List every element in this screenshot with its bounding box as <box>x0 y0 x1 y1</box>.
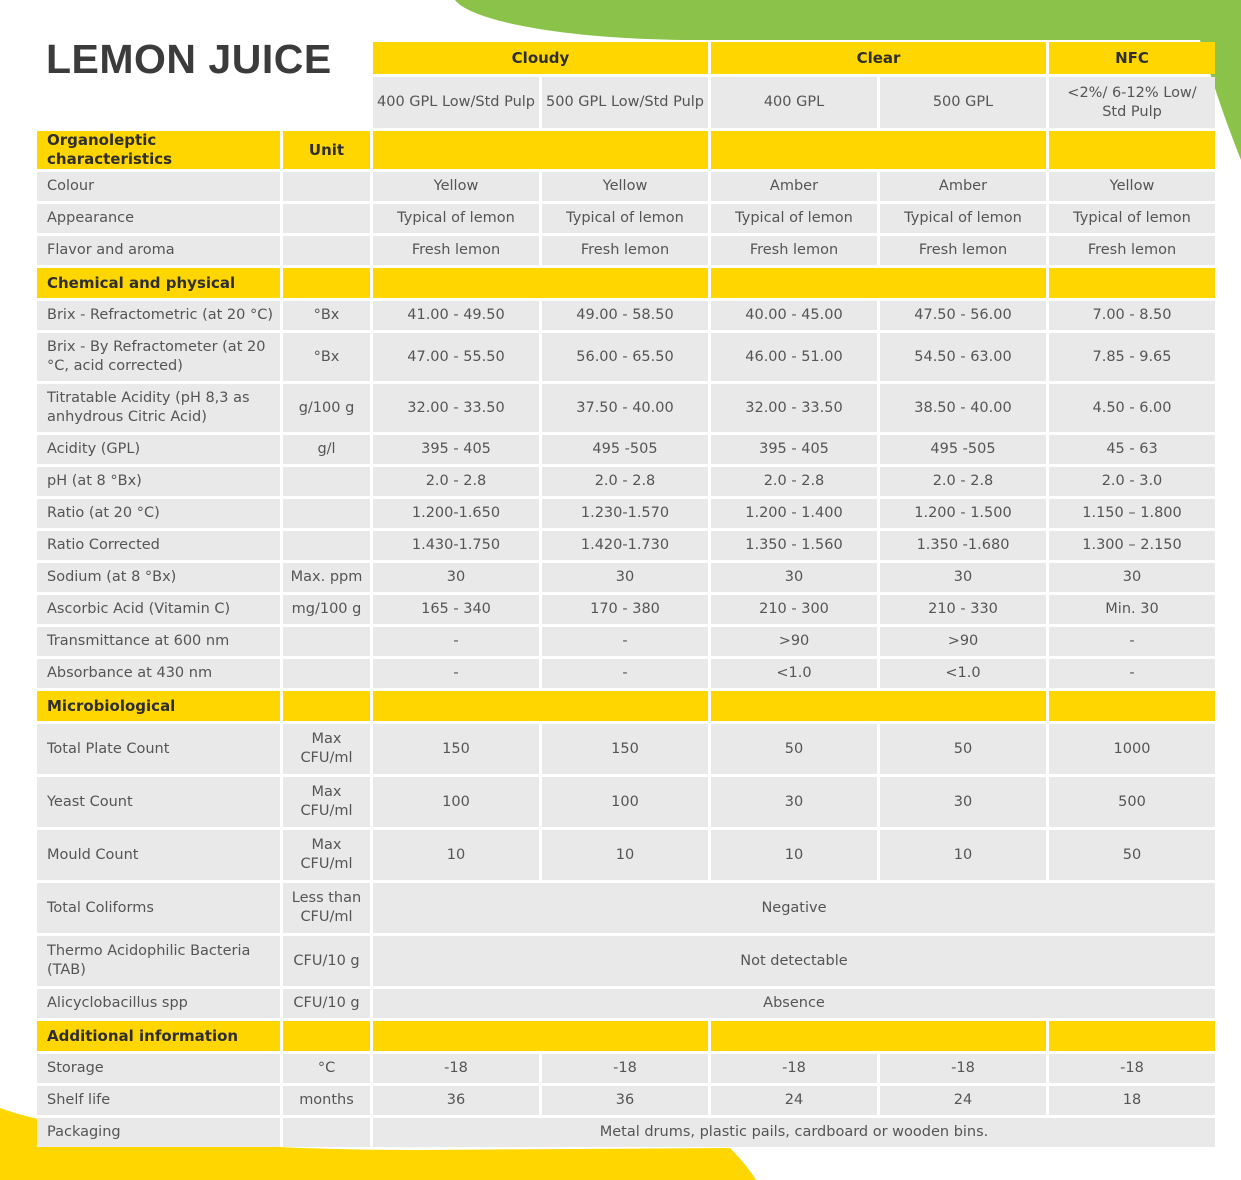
table-row <box>37 724 1215 774</box>
unit-cell: CFU/10 g <box>283 989 370 1018</box>
merged-value-cell: Metal drums, plastic pails, cardboard or wooden bins. <box>373 1118 1215 1147</box>
table-row <box>37 1054 1215 1083</box>
value-cell: 32.00 - 33.50 <box>373 384 539 432</box>
value-cell: 30 <box>373 563 539 592</box>
value-cell: 50 <box>1049 830 1215 880</box>
section-header-row <box>37 268 1215 298</box>
group-header-row <box>37 42 1215 74</box>
value-cell: 210 - 300 <box>711 595 877 624</box>
table-row <box>37 384 1215 432</box>
table-row <box>37 830 1215 880</box>
parameter-label: Yeast Count <box>37 777 280 827</box>
unit-cell: °Bx <box>283 301 370 330</box>
value-cell: 45 - 63 <box>1049 435 1215 464</box>
table-row <box>37 563 1215 592</box>
table-row <box>37 204 1215 233</box>
section-header-fill <box>711 131 1046 169</box>
value-cell: Fresh lemon <box>711 236 877 265</box>
subheader-cell: 500 GPL Low/Std Pulp <box>542 77 708 128</box>
value-cell: 36 <box>373 1086 539 1115</box>
value-cell: 2.0 - 2.8 <box>880 467 1046 496</box>
group-header-clear: Clear <box>711 42 1046 74</box>
unit-cell <box>283 204 370 233</box>
value-cell: Amber <box>711 172 877 201</box>
value-cell: Typical of lemon <box>880 204 1046 233</box>
parameter-label: Total Plate Count <box>37 724 280 774</box>
table-row <box>37 236 1215 265</box>
section-header-fill <box>373 268 708 298</box>
parameter-label: Thermo Acidophilic Bacteria (TAB) <box>37 936 280 986</box>
value-cell: 30 <box>880 777 1046 827</box>
parameter-label: Packaging <box>37 1118 280 1147</box>
section-header-row <box>37 691 1215 721</box>
value-cell: 150 <box>373 724 539 774</box>
value-cell: - <box>542 627 708 656</box>
table-row <box>37 627 1215 656</box>
section-title: Additional information <box>37 1021 280 1051</box>
value-cell: 2.0 - 2.8 <box>542 467 708 496</box>
value-cell: - <box>373 627 539 656</box>
merged-value-cell: Not detectable <box>373 936 1215 986</box>
table-row <box>37 777 1215 827</box>
unit-cell: months <box>283 1086 370 1115</box>
section-header-fill <box>373 691 708 721</box>
table-row <box>37 936 1215 986</box>
unit-cell <box>283 467 370 496</box>
subheader-row <box>37 77 1215 128</box>
value-cell: 30 <box>711 777 877 827</box>
value-cell: 10 <box>880 830 1046 880</box>
value-cell: Fresh lemon <box>542 236 708 265</box>
value-cell: 210 - 330 <box>880 595 1046 624</box>
value-cell: Typical of lemon <box>542 204 708 233</box>
parameter-label: Absorbance at 430 nm <box>37 659 280 688</box>
value-cell: -18 <box>711 1054 877 1083</box>
table-row <box>37 595 1215 624</box>
section-title: Chemical and physical <box>37 268 280 298</box>
table-row <box>37 883 1215 933</box>
specification-table <box>34 39 1218 1150</box>
value-cell: 30 <box>542 563 708 592</box>
unit-cell <box>283 499 370 528</box>
value-cell: 1.300 – 2.150 <box>1049 531 1215 560</box>
value-cell: 7.85 - 9.65 <box>1049 333 1215 381</box>
value-cell: - <box>373 659 539 688</box>
section-header-fill <box>711 691 1046 721</box>
value-cell: 30 <box>880 563 1046 592</box>
value-cell: 49.00 - 58.50 <box>542 301 708 330</box>
value-cell: <1.0 <box>711 659 877 688</box>
value-cell: 37.50 - 40.00 <box>542 384 708 432</box>
unit-cell: °Bx <box>283 333 370 381</box>
group-header-nfc: NFC <box>1049 42 1215 74</box>
table-row <box>37 435 1215 464</box>
parameter-label: Appearance <box>37 204 280 233</box>
section-header-fill <box>1049 131 1215 169</box>
parameter-label: Colour <box>37 172 280 201</box>
parameter-label: Flavor and aroma <box>37 236 280 265</box>
section-unit-header <box>283 1021 370 1051</box>
section-header-row <box>37 131 1215 169</box>
value-cell: 36 <box>542 1086 708 1115</box>
value-cell: Yellow <box>542 172 708 201</box>
section-header-fill <box>1049 268 1215 298</box>
group-header-cloudy: Cloudy <box>373 42 708 74</box>
section-header-fill <box>711 1021 1046 1051</box>
value-cell: Typical of lemon <box>1049 204 1215 233</box>
unit-cell: Less than CFU/ml <box>283 883 370 933</box>
table-row <box>37 1086 1215 1115</box>
value-cell: 56.00 - 65.50 <box>542 333 708 381</box>
value-cell: Amber <box>880 172 1046 201</box>
table-row <box>37 531 1215 560</box>
value-cell: 41.00 - 49.50 <box>373 301 539 330</box>
unit-cell: Max CFU/ml <box>283 777 370 827</box>
table-row <box>37 333 1215 381</box>
table-row <box>37 499 1215 528</box>
value-cell: 165 - 340 <box>373 595 539 624</box>
value-cell: 47.50 - 56.00 <box>880 301 1046 330</box>
value-cell: -18 <box>880 1054 1046 1083</box>
unit-cell <box>283 627 370 656</box>
section-unit-header <box>283 268 370 298</box>
value-cell: 18 <box>1049 1086 1215 1115</box>
value-cell: 10 <box>373 830 539 880</box>
parameter-label: Shelf life <box>37 1086 280 1115</box>
value-cell: 54.50 - 63.00 <box>880 333 1046 381</box>
subheader-cell: 400 GPL Low/Std Pulp <box>373 77 539 128</box>
table-row <box>37 989 1215 1018</box>
unit-cell: CFU/10 g <box>283 936 370 986</box>
value-cell: 1.150 – 1.800 <box>1049 499 1215 528</box>
value-cell: 1.350 -1.680 <box>880 531 1046 560</box>
value-cell: 170 - 380 <box>542 595 708 624</box>
value-cell: Fresh lemon <box>1049 236 1215 265</box>
unit-cell: °C <box>283 1054 370 1083</box>
value-cell: - <box>542 659 708 688</box>
unit-cell: Max. ppm <box>283 563 370 592</box>
value-cell: 1.430-1.750 <box>373 531 539 560</box>
table-row <box>37 659 1215 688</box>
merged-value-cell: Absence <box>373 989 1215 1018</box>
value-cell: >90 <box>711 627 877 656</box>
value-cell: 32.00 - 33.50 <box>711 384 877 432</box>
parameter-label: Alicyclobacillus spp <box>37 989 280 1018</box>
table-row <box>37 172 1215 201</box>
value-cell: 10 <box>711 830 877 880</box>
parameter-label: Transmittance at 600 nm <box>37 627 280 656</box>
unit-cell <box>283 236 370 265</box>
value-cell: 2.0 - 2.8 <box>373 467 539 496</box>
value-cell: 7.00 - 8.50 <box>1049 301 1215 330</box>
parameter-label: Brix - Refractometric (at 20 °C) <box>37 301 280 330</box>
value-cell: 40.00 - 45.00 <box>711 301 877 330</box>
value-cell: Min. 30 <box>1049 595 1215 624</box>
value-cell: 30 <box>1049 563 1215 592</box>
subheader-cell: <2%/ 6-12% Low/ Std Pulp <box>1049 77 1215 128</box>
unit-cell <box>283 659 370 688</box>
value-cell: 50 <box>880 724 1046 774</box>
unit-cell: g/l <box>283 435 370 464</box>
value-cell: Typical of lemon <box>711 204 877 233</box>
parameter-label: Sodium (at 8 °Bx) <box>37 563 280 592</box>
subheader-cell: 400 GPL <box>711 77 877 128</box>
unit-cell <box>283 1118 370 1147</box>
value-cell: 46.00 - 51.00 <box>711 333 877 381</box>
parameter-label: Ratio Corrected <box>37 531 280 560</box>
parameter-label: pH (at 8 °Bx) <box>37 467 280 496</box>
parameter-label: Acidity (GPL) <box>37 435 280 464</box>
section-header-fill <box>373 1021 708 1051</box>
value-cell: 495 -505 <box>880 435 1046 464</box>
parameter-label: Brix - By Refractometer (at 20 °C, acid corrected) <box>37 333 280 381</box>
value-cell: 4.50 - 6.00 <box>1049 384 1215 432</box>
section-header-fill <box>1049 1021 1215 1051</box>
parameter-label: Ratio (at 20 °C) <box>37 499 280 528</box>
parameter-label: Storage <box>37 1054 280 1083</box>
value-cell: 1.200 - 1.400 <box>711 499 877 528</box>
value-cell: Yellow <box>373 172 539 201</box>
value-cell: 10 <box>542 830 708 880</box>
value-cell: 50 <box>711 724 877 774</box>
value-cell: 1000 <box>1049 724 1215 774</box>
unit-cell <box>283 172 370 201</box>
page-title: LEMON JUICE <box>46 36 332 82</box>
table-row <box>37 467 1215 496</box>
unit-cell: g/100 g <box>283 384 370 432</box>
value-cell: 100 <box>373 777 539 827</box>
unit-cell: Max CFU/ml <box>283 724 370 774</box>
value-cell: 2.0 - 3.0 <box>1049 467 1215 496</box>
table-row <box>37 301 1215 330</box>
value-cell: - <box>1049 659 1215 688</box>
value-cell: 1.200 - 1.500 <box>880 499 1046 528</box>
value-cell: 1.420-1.730 <box>542 531 708 560</box>
value-cell: 24 <box>880 1086 1046 1115</box>
unit-cell: mg/100 g <box>283 595 370 624</box>
section-unit-header: Unit <box>283 131 370 169</box>
value-cell: Yellow <box>1049 172 1215 201</box>
value-cell: Fresh lemon <box>880 236 1046 265</box>
value-cell: >90 <box>880 627 1046 656</box>
merged-value-cell: Negative <box>373 883 1215 933</box>
section-header-fill <box>1049 691 1215 721</box>
parameter-label: Total Coliforms <box>37 883 280 933</box>
parameter-label: Titratable Acidity (pH 8,3 as anhydrous Citric Acid) <box>37 384 280 432</box>
section-title: Microbiological <box>37 691 280 721</box>
unit-cell: Max CFU/ml <box>283 830 370 880</box>
value-cell: 47.00 - 55.50 <box>373 333 539 381</box>
value-cell: 24 <box>711 1086 877 1115</box>
value-cell: 38.50 - 40.00 <box>880 384 1046 432</box>
parameter-label: Mould Count <box>37 830 280 880</box>
parameter-label: Ascorbic Acid (Vitamin C) <box>37 595 280 624</box>
value-cell: 100 <box>542 777 708 827</box>
value-cell: -18 <box>373 1054 539 1083</box>
value-cell: 2.0 - 2.8 <box>711 467 877 496</box>
section-header-fill <box>711 268 1046 298</box>
value-cell: -18 <box>1049 1054 1215 1083</box>
table-row <box>37 1118 1215 1147</box>
value-cell: 500 <box>1049 777 1215 827</box>
value-cell: -18 <box>542 1054 708 1083</box>
section-unit-header <box>283 691 370 721</box>
unit-cell <box>283 531 370 560</box>
subheader-cell: 500 GPL <box>880 77 1046 128</box>
value-cell: 1.350 - 1.560 <box>711 531 877 560</box>
section-header-row <box>37 1021 1215 1051</box>
value-cell: <1.0 <box>880 659 1046 688</box>
value-cell: 30 <box>711 563 877 592</box>
value-cell: Typical of lemon <box>373 204 539 233</box>
value-cell: - <box>1049 627 1215 656</box>
value-cell: Fresh lemon <box>373 236 539 265</box>
value-cell: 1.230-1.570 <box>542 499 708 528</box>
value-cell: 395 - 405 <box>711 435 877 464</box>
value-cell: 395 - 405 <box>373 435 539 464</box>
section-title: Organoleptic characteristics <box>37 131 280 169</box>
value-cell: 495 -505 <box>542 435 708 464</box>
value-cell: 150 <box>542 724 708 774</box>
section-header-fill <box>373 131 708 169</box>
value-cell: 1.200-1.650 <box>373 499 539 528</box>
